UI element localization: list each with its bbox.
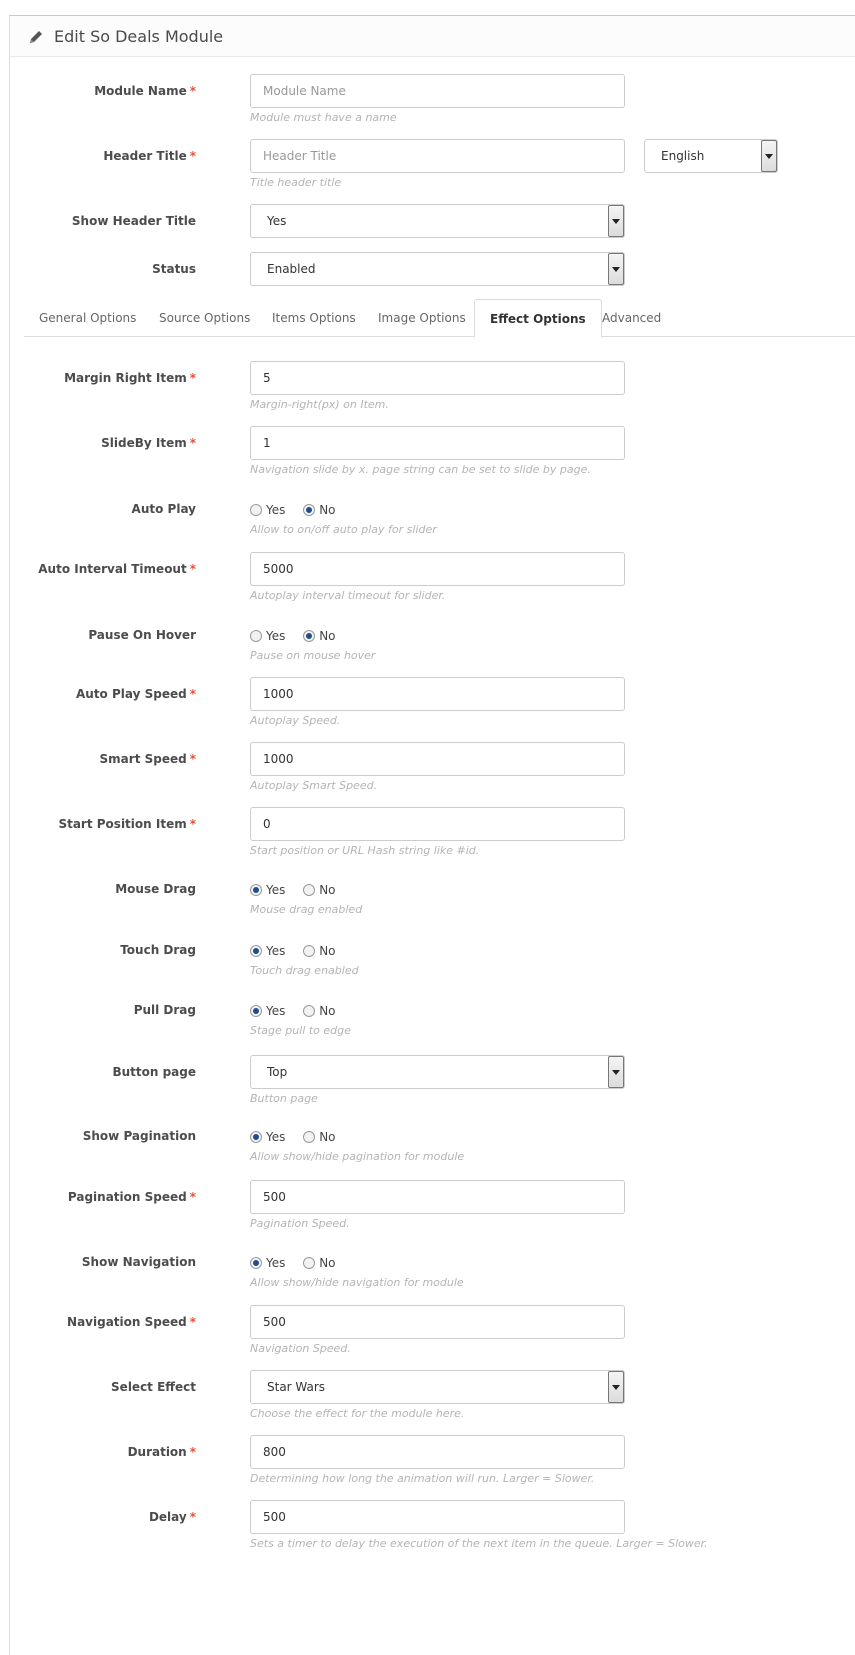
margin-right-item-input[interactable]: 5 <box>250 361 625 395</box>
slideby-item-input[interactable]: 1 <box>250 426 625 460</box>
status-label: Status <box>152 262 196 276</box>
chevron-down-icon[interactable] <box>761 140 777 172</box>
mouse-drag-yes-label: Yes <box>266 883 286 897</box>
show-navigation-help: Allow show/hide navigation for module <box>250 1276 464 1289</box>
show-pagination-yes-label: Yes <box>266 1130 286 1144</box>
show-pagination-label: Show Pagination <box>82 1129 196 1143</box>
header-title-help: Title header title <box>250 176 342 189</box>
tab-advanced[interactable]: Advanced <box>602 311 662 325</box>
delay-help: Sets a timer to delay the execution of the next item in the queue. Larger = Slower. <box>250 1537 708 1550</box>
slideby-item-label: SlideBy Item * <box>101 436 196 450</box>
smart-speed-label: Smart Speed * <box>99 752 196 766</box>
show-navigation-no-label: No <box>319 1256 336 1270</box>
show-pagination-help: Allow show/hide pagination for module <box>250 1150 465 1163</box>
language-value: English <box>661 149 705 163</box>
start-position-item-help: Start position or URL Hash string like #id. <box>250 844 480 857</box>
header-title-input[interactable]: Header Title <box>250 139 625 173</box>
pull-drag-radios <box>250 1004 350 1018</box>
options-tabs <box>24 299 855 337</box>
navigation-speed-help: Navigation Speed. <box>250 1342 351 1355</box>
language-select[interactable] <box>644 139 778 173</box>
select-effect-select[interactable] <box>250 1370 625 1404</box>
chevron-down-icon[interactable] <box>608 1371 624 1403</box>
touch-drag-radios <box>250 944 350 958</box>
show-header-title-value: Yes <box>267 214 287 228</box>
edit-module-panel <box>9 15 855 1655</box>
page-title: Edit So Deals Module <box>54 27 224 46</box>
pause-on-hover-yes-radio[interactable] <box>250 630 262 642</box>
show-navigation-yes-label: Yes <box>266 1256 286 1270</box>
duration-label: Duration * <box>127 1445 196 1459</box>
touch-drag-yes-radio[interactable] <box>250 945 262 957</box>
chevron-down-icon[interactable] <box>608 205 624 237</box>
button-page-label: Button page <box>112 1065 196 1079</box>
auto-play-help: Allow to on/off auto play for slider <box>250 523 437 536</box>
pull-drag-help: Stage pull to edge <box>250 1024 351 1037</box>
button-page-value: Top <box>267 1065 288 1079</box>
delay-input[interactable]: 500 <box>250 1500 625 1534</box>
mouse-drag-yes-radio[interactable] <box>250 884 262 896</box>
select-effect-value: Star Wars <box>267 1380 326 1394</box>
margin-right-item-help: Margin-right(px) on Item. <box>250 398 389 411</box>
auto-play-speed-input[interactable]: 1000 <box>250 677 625 711</box>
select-effect-help: Choose the effect for the module here. <box>250 1407 465 1420</box>
navigation-speed-label: Navigation Speed * <box>67 1315 196 1329</box>
duration-input[interactable]: 800 <box>250 1435 625 1469</box>
show-header-title-select[interactable] <box>250 204 625 238</box>
chevron-down-icon[interactable] <box>608 1056 624 1088</box>
pencil-icon <box>28 29 44 45</box>
pause-on-hover-label: Pause On Hover <box>88 628 196 642</box>
auto-interval-timeout-help: Autoplay interval timeout for slider. <box>250 589 446 602</box>
navigation-speed-input[interactable]: 500 <box>250 1305 625 1339</box>
smart-speed-input[interactable]: 1000 <box>250 742 625 776</box>
pull-drag-yes-label: Yes <box>266 1004 286 1018</box>
slideby-item-help: Navigation slide by x. page string can be set to slide by page. <box>250 463 591 476</box>
auto-play-label: Auto Play <box>131 502 196 516</box>
auto-play-radios <box>250 503 350 517</box>
chevron-down-icon[interactable] <box>608 253 624 285</box>
header-title-label: Header Title * <box>103 149 196 163</box>
auto-interval-timeout-input[interactable]: 5000 <box>250 552 625 586</box>
pause-on-hover-help: Pause on mouse hover <box>250 649 376 662</box>
delay-label: Delay * <box>148 1510 196 1524</box>
tab-items-options[interactable]: Items Options <box>272 311 356 325</box>
smart-speed-help: Autoplay Smart Speed. <box>250 779 378 792</box>
auto-interval-timeout-label: Auto Interval Timeout * <box>38 562 196 576</box>
button-page-help: Button page <box>250 1092 318 1105</box>
show-header-title-label: Show Header Title <box>71 214 196 228</box>
pull-drag-label: Pull Drag <box>133 1003 196 1017</box>
auto-play-yes-radio[interactable] <box>250 504 262 516</box>
button-page-select[interactable] <box>250 1055 625 1089</box>
show-pagination-no-radio[interactable] <box>303 1131 315 1143</box>
status-value: Enabled <box>267 262 316 276</box>
auto-play-speed-help: Autoplay Speed. <box>250 714 341 727</box>
mouse-drag-help: Mouse drag enabled <box>250 903 363 916</box>
mouse-drag-label: Mouse Drag <box>115 882 196 896</box>
tab-effect-options[interactable]: Effect Options <box>474 299 602 338</box>
auto-play-no-label: No <box>319 503 336 517</box>
pagination-speed-input[interactable]: 500 <box>250 1180 625 1214</box>
duration-help: Determining how long the animation will run. Larger = Slower. <box>250 1472 595 1485</box>
module-name-label: Module Name * <box>94 84 196 98</box>
mouse-drag-radios <box>250 883 350 897</box>
touch-drag-no-label: No <box>319 944 336 958</box>
show-navigation-radios <box>250 1256 350 1270</box>
pause-on-hover-yes-label: Yes <box>266 629 286 643</box>
pause-on-hover-no-radio[interactable] <box>303 630 315 642</box>
auto-play-speed-label: Auto Play Speed * <box>75 687 196 701</box>
start-position-item-input[interactable]: 0 <box>250 807 625 841</box>
select-effect-label: Select Effect <box>111 1380 196 1394</box>
status-select[interactable] <box>250 252 625 286</box>
show-pagination-radios <box>250 1130 350 1144</box>
show-navigation-yes-radio[interactable] <box>250 1257 262 1269</box>
pagination-speed-label: Pagination Speed * <box>67 1190 196 1204</box>
mouse-drag-no-label: No <box>319 883 336 897</box>
show-navigation-no-radio[interactable] <box>303 1257 315 1269</box>
module-name-help: Module must have a name <box>250 111 397 124</box>
touch-drag-label: Touch Drag <box>120 943 196 957</box>
pull-drag-no-radio[interactable] <box>303 1005 315 1017</box>
tab-image-options[interactable]: Image Options <box>378 311 466 325</box>
pull-drag-yes-radio[interactable] <box>250 1005 262 1017</box>
show-pagination-yes-radio[interactable] <box>250 1131 262 1143</box>
panel-heading <box>10 16 855 57</box>
tab-source-options[interactable]: Source Options <box>159 311 251 325</box>
pause-on-hover-no-label: No <box>319 629 336 643</box>
auto-play-no-radio[interactable] <box>303 504 315 516</box>
show-navigation-label: Show Navigation <box>81 1255 196 1269</box>
mouse-drag-no-radio[interactable] <box>303 884 315 896</box>
tab-general-options[interactable]: General Options <box>39 311 137 325</box>
touch-drag-no-radio[interactable] <box>303 945 315 957</box>
pause-on-hover-radios <box>250 629 350 643</box>
module-name-input[interactable]: Module Name <box>250 74 625 108</box>
touch-drag-help: Touch drag enabled <box>250 964 359 977</box>
pagination-speed-help: Pagination Speed. <box>250 1217 350 1230</box>
show-pagination-no-label: No <box>319 1130 336 1144</box>
touch-drag-yes-label: Yes <box>266 944 286 958</box>
auto-play-yes-label: Yes <box>266 503 286 517</box>
pull-drag-no-label: No <box>319 1004 336 1018</box>
margin-right-item-label: Margin Right Item * <box>64 371 196 385</box>
start-position-item-label: Start Position Item * <box>58 817 196 831</box>
